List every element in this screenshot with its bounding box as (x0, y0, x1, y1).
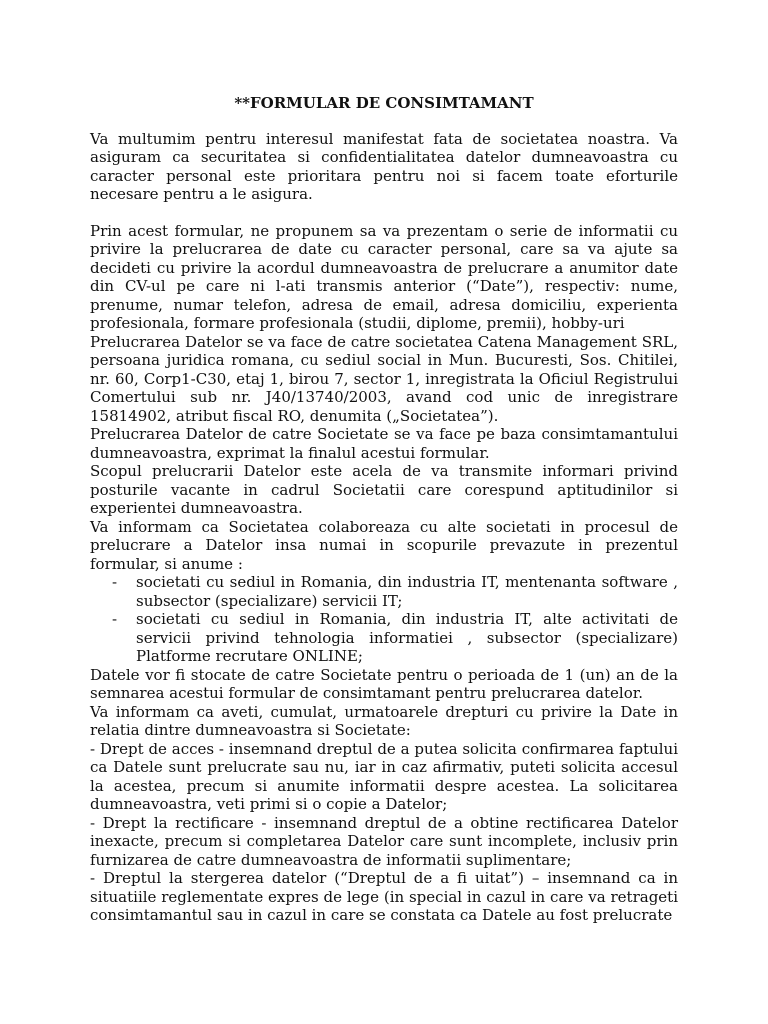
list-item: - societati cu sediul in Romania, din industria IT, alte activitati de servicii privind tehnologia informatiei , subsector (specializare) Platforme recrutare ONLINE; (136, 610, 678, 666)
purpose-paragraph: Prin acest formular, ne propunem sa va prezentam o serie de informatii cu privire la prelucrarea de date cu caracter personal, care sa va ajute sa decideti cu privire la acordul dumneavoastra de prelucrare a anumitor date din CV-ul pe care ni l-ati transmis anterior (“Date”), respectiv: nume, prenume, numar telefon, adresa de email, adresa domiciliu, experienta profesionala, formare profesionala (studii, diplome, premii), hobby-uri (90, 221, 678, 332)
legal-basis-paragraph: Prelucrarea Datelor de catre Societate se va face pe baza consimtamantului dumneavoastra, exprimat la finalul acestui formular. (90, 425, 678, 462)
partners-paragraph: Va informam ca Societatea colaboreaza cu alte societati in procesul de prelucrare a Datelor insa numai in scopurile prevazute in prezentul formular, si anume : (90, 517, 678, 573)
intro-paragraph: Va multumim pentru interesul manifestat fata de societatea noastra. Va asiguram ca securitatea si confidentialitatea datelor dumneavoastra cu caracter personal este prioritara pentru noi si facem toate eforturile necesare pentru a le asigura. (90, 129, 678, 203)
scope-paragraph: Scopul prelucrarii Datelor este acela de va transmite informari privind posturile vacante in cadrul Societatii care corespund aptitudinilor si experientei dumneavoastra. (90, 462, 678, 517)
right-of-access-paragraph: - Drept de acces - insemnand dreptul de a putea solicita confirmarea faptului ca Datele sunt prelucrate sau nu, iar in caz afirmativ, puteti solicita accesul la acestea, precum si anumite informatii despre acestea. La solicitarea dumneavoastra, veti primi si o copie a Datelor; (90, 739, 678, 813)
list-item: - societati cu sediul in Romania, din industria IT, mentenanta software , subsector (specializare) servicii IT; (136, 573, 678, 610)
controller-paragraph: Prelucrarea Datelor se va face de catre societatea Catena Management SRL, persoana juridica romana, cu sediul social in Mun. Bucuresti, Sos. Chitilei, nr. 60, Corp1-C30, etaj 1, birou 7, sector 1, inregistrata la Oficiul Registrului Comertului sub nr. J40/13740/2003, avand cod unic de inregistrare 15814902, atribut fiscal RO, denumita („Societatea”). (90, 332, 678, 425)
partners-list (90, 573, 678, 666)
right-to-rectification-paragraph: - Drept la rectificare - insemnand dreptul de a obtine rectificarea Datelor inexacte, precum si completarea Datelor care sunt incomplete, inclusiv prin furnizarea de catre dumneavoastra de informatii suplimentare; (90, 813, 678, 869)
document-title: **FORMULAR DE CONSIMTAMANT (234, 94, 534, 112)
storage-paragraph: Datele vor fi stocate de catre Societate pentru o perioada de 1 (un) an de la semnarea acestui formular de consimtamant pentru prelucrarea datelor. (90, 665, 678, 702)
right-to-erasure-paragraph: - Dreptul la stergerea datelor (“Dreptul de a fi uitat”) – insemnand ca in situatiile reglementate expres de lege (in special in cazul in care va retrageti consimtamantul sau in cazul in care se constata ca Datele au fost prelucrate (90, 869, 678, 924)
rights-intro-paragraph: Va informam ca aveti, cumulat, urmatoarele drepturi cu privire la Date in relatia dintre dumneavoastra si Societate: (90, 702, 678, 739)
